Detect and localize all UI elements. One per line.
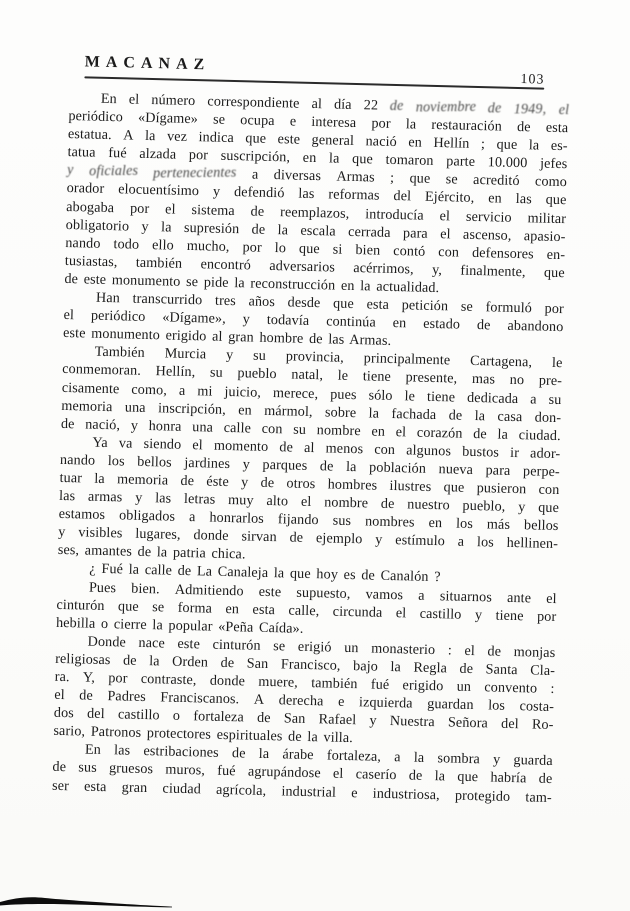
text-line: abogaba por el sistema de reemplazos, introducía el servicio militar [66,198,567,227]
text-line: Donde nace este cinturón se erigió un monasterio : el de monjas [87,633,556,661]
text-line: de este monumento se pide la reconstrucción en la actualidad. [64,270,440,297]
text-line: las armas y las letras muy alto el nombre de nuestro pueblo, y que [58,487,560,517]
text-line: periódico «Dígame» se ocupa e interesa por la restauración de esta [68,108,569,137]
text-line: este monumento erigido al gran hombre de las Armas. [62,325,392,350]
text-line: estatua. A la vez indica que este general nació en Hellín ; que la es- [67,126,568,155]
text-line: memoria una inscripción, en mármol, sobre la fachada de la casa don- [61,397,562,426]
text-line: En las estribaciones de la árabe fortaleza, a la sombra y guarda [84,741,553,770]
page-content [52,52,570,807]
text-line: dos del castillo o fortaleza de San Rafael y Nuestra Señora del Ro- [53,704,554,734]
text-line: cinturón que se forma en esta calle, circunda el castillo y tiene por [56,596,557,625]
text-line: Han transcurrido tres años desde que esta petición se formuló por [95,289,565,318]
scan-artifact [0,893,175,911]
text-line: ¿ Fué la calle de La Canaleja la que hoy es de Canalón ? [89,561,441,586]
text-line: En el número correspondiente al día 22 de noviembre de 1949, el [100,90,569,119]
text-line: el periódico «Dígame», y todavía continúa en estado de abandono [63,307,564,336]
text-line: sario, Patronos protectores espirituales de la villa. [53,723,354,747]
text-line: nando los bellos jardines y parques de la población nueva para perpe- [59,451,561,480]
running-title: MACANAZ [84,53,211,74]
text-line: ra. Y, por contraste, donde muere, también fué erigido un convento : [54,668,555,698]
text-line: y visibles lugares, donde sirvan de ejemplo y estímulo a los hellinen- [58,524,559,553]
text-line: tatua fué alzada por suscripción, en la que tomaron parte 10.000 jefes [67,144,568,173]
text-line: Ya va siendo el momento de al menos con algunos bustos ir ador- [92,434,561,462]
text-line: obligatorio y la supresión de la escala cerrada para el ascenso, apasio- [65,216,566,245]
page-body [52,89,569,807]
text-line: de nació, y honra una calle con su nombre en el corazón de la ciudad. [60,415,561,444]
text-line: ses, amantes de la patria chica. [57,542,246,563]
text-line: el de Padres Franciscanos. A derecha e izquierda guardan los costa- [54,686,555,716]
text-line: tuar la memoria de éste y de otros hombres ilustres que pusieron con [59,469,560,499]
page-number: 103 [520,72,545,88]
text-line: Pues bien. Admitiendo este supuesto, vamos a situarnos ante el [88,579,557,607]
text-line: hebilla o cierre la popular «Peña Caída». [55,614,304,637]
text-line: de sus gruesos muros, fué agrupándose el caserío de la que habría de [52,759,553,788]
text-line: nando todo ello mucho, por lo que si bien contó con defensores en- [65,234,566,263]
text-line: También Murcia y su provincia, principalmente Cartagena, le [94,344,563,372]
text-line: ser esta gran ciudad agrícola, industrial e industriosa, protegido tam- [51,777,552,806]
text-line: estamos obligados a honrarlos fijando sus nombres en los más bellos [58,506,559,535]
text-line: tusiastas, también encontró adversarios acérrimos, y, finalmente, que [64,252,565,281]
text-line: conmemoran. Hellín, su pueblo natal, le tiene presente, mas no pre- [62,361,563,390]
text-line: cisamente como, a mi juicio, merece, pues sólo le tiene dedicada a su [61,379,562,408]
text-line: y oficiales pertenecientes a diversas Armas ; que se acreditó como [67,162,568,191]
text-line: orador elocuentísimo y defendió las reformas del Ejército, en las que [66,180,567,209]
text-line: religiosas de la Orden de San Francisco, bajo la Regla de Santa Cla- [54,650,556,679]
